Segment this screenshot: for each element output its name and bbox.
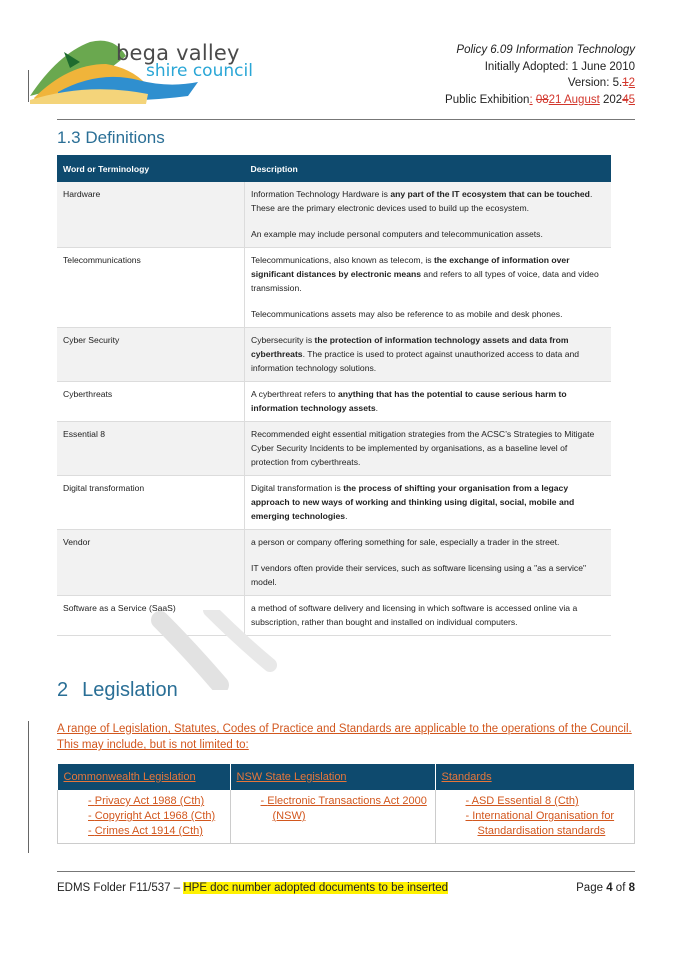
legislation-table [57, 764, 635, 844]
commonwealth-cell [58, 790, 231, 844]
description-cell: Telecommunications, also known as telecom, is the exchange of information over significant distances by electronic means and refers to all types of voice, data and video transmission. Telecommunications assets may also be reference to as mobile and desk phones. [245, 248, 612, 328]
list-item: - Copyright Act 1968 (Cth) [64, 809, 224, 824]
list-item: - ASD Essential 8 (Cth) [442, 794, 629, 809]
description-cell: A cyberthreat refers to anything that has the potential to cause serious harm to information technology assets. [245, 382, 612, 422]
page-footer [57, 882, 635, 894]
list-item: - International Organisation for Standardisation standards [442, 809, 629, 839]
logo-text-bottom: shire council [146, 61, 253, 81]
nsw-cell [230, 790, 435, 844]
column-header-nsw: NSW State Legislation [230, 764, 435, 790]
list-item: - Electronic Transactions Act 2000 (NSW) [237, 794, 429, 824]
table-row [57, 328, 611, 382]
document-header [445, 42, 635, 108]
header-rule [57, 119, 635, 120]
term-cell: Hardware [57, 182, 245, 248]
term-cell: Telecommunications [57, 248, 245, 328]
legislation-heading: 2 Legislation [57, 679, 178, 701]
policy-title: Policy 6.09 Information Technology [456, 44, 635, 56]
draft-watermark-icon [150, 610, 300, 690]
term-cell: Cyber Security [57, 328, 245, 382]
folder-reference: EDMS Folder F11/537 – [57, 882, 184, 894]
list-item: - Privacy Act 1988 (Cth) [64, 794, 224, 809]
table-row [57, 530, 611, 596]
term-cell: Vendor [57, 530, 245, 596]
column-header-term: Word or Terminology [57, 155, 245, 182]
page-number: Page 4 of 8 [576, 882, 635, 894]
change-bar [28, 721, 29, 853]
council-logo [28, 34, 258, 106]
table-row [57, 422, 611, 476]
term-cell: Cyberthreats [57, 382, 245, 422]
logo-text-top: bega valley [116, 41, 240, 65]
description-cell: a method of software delivery and licensing in which software is accessed online via a subscription, rather than bought and installed on individual computers. [245, 596, 612, 636]
description-cell: Information Technology Hardware is any part of the IT ecosystem that can be touched. These are the primary electronic devices used to build up the ecosystem. An example may include personal computers and telecommunication assets. [245, 182, 612, 248]
table-header-row [58, 764, 635, 790]
description-cell: a person or company offering something for sale, especially a trader in the street. IT vendors often provide their services, such as software licensing using a "as a service" model. [245, 530, 612, 596]
column-header-standards: Standards [435, 764, 635, 790]
table-row [57, 182, 611, 248]
definitions-heading: 1.3 Definitions [57, 128, 165, 147]
exhibition-line: Public Exhibition: 0821 August 20245 [445, 93, 635, 106]
table-row [57, 596, 611, 636]
definitions-table [57, 155, 611, 636]
description-cell: Cybersecurity is the protection of information technology assets and data from cyberthreats. The practice is used to protect against unauthorized access to data and information technology solutions. [245, 328, 612, 382]
version-line: Version: 5.12 [567, 77, 635, 89]
table-header-row [57, 155, 611, 182]
adopted-date: Initially Adopted: 1 June 2010 [484, 60, 635, 73]
table-row [58, 790, 635, 844]
legislation-intro: A range of Legislation, Statutes, Codes of Practice and Standards are applicable to the operations of the Council. This may include, but is not limited to: [57, 723, 632, 751]
list-item: - Crimes Act 1914 (Cth) [64, 824, 224, 839]
term-cell: Software as a Service (SaaS) [57, 596, 245, 636]
term-cell: Essential 8 [57, 422, 245, 476]
table-row [57, 248, 611, 328]
column-header-commonwealth: Commonwealth Legislation [58, 764, 231, 790]
term-cell: Digital transformation [57, 476, 245, 530]
description-cell: Recommended eight essential mitigation strategies from the ACSC’s Strategies to Mitigate Cyber Security Incidents to be implemented by organisations, as a baseline level of protection from cyberthreats. [245, 422, 612, 476]
column-header-description: Description [245, 155, 612, 182]
highlighted-note: HPE doc number adopted documents to be inserted [183, 882, 449, 894]
description-cell: Digital transformation is the process of shifting your organisation from a legacy approach to new ways of working and thinking using digital, social, mobile and emerging technologies. [245, 476, 612, 530]
standards-cell [435, 790, 635, 844]
table-row [57, 382, 611, 422]
table-row [57, 476, 611, 530]
change-bar [28, 70, 29, 102]
footer-rule [57, 871, 635, 872]
